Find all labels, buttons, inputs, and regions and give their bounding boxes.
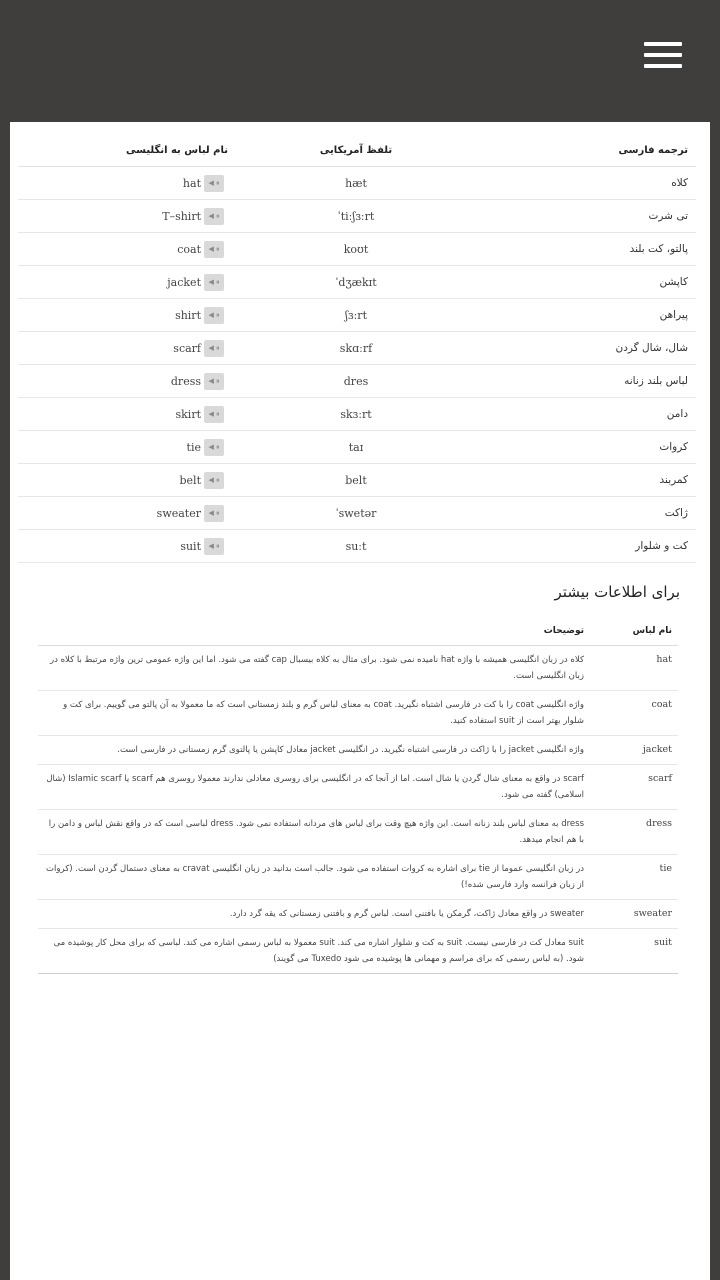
persian-translation: کت و شلوار <box>476 530 696 563</box>
header-clothing-name: نام لباس <box>590 617 678 646</box>
english-word: suit <box>180 539 201 553</box>
vocab-row <box>18 233 696 266</box>
vocab-row <box>18 464 696 497</box>
pronunciation: suːt <box>236 530 476 563</box>
pronunciation: taɪ <box>236 431 476 464</box>
audio-player-icon[interactable]: ◀ ⏸ <box>204 307 224 324</box>
notes-row <box>38 810 678 855</box>
header-persian: ترجمه فارسی <box>476 134 696 167</box>
english-word-wrap <box>26 538 228 555</box>
clothing-description: scarf در واقع به معنای شال گردن یا شال است. اما از آنجا که در انگلیسی برای روسری معادلی ندارند معمولا روسری هم scarf یا Islamic scarf (شال اسلامی) گفته می شود. <box>38 765 590 810</box>
notes-row <box>38 929 678 974</box>
english-word: scarf <box>173 341 201 355</box>
english-word-cell <box>18 200 236 233</box>
vocab-row <box>18 266 696 299</box>
clothing-name: suit <box>590 929 678 974</box>
notes-row <box>38 765 678 810</box>
audio-player-icon[interactable]: ◀ ⏸ <box>204 175 224 192</box>
clothing-name: jacket <box>590 736 678 765</box>
english-word: dress <box>170 374 201 388</box>
english-word: jacket <box>167 275 201 289</box>
clothing-description: در زبان انگلیسی عموما از tie برای اشاره به کروات استفاده می شود. جالب است بدانید در زبان انگلیسی cravat به معنای دستمال گردن است. (کروات از زبان فرانسه وارد فارسی شده!) <box>38 855 590 900</box>
vocab-table <box>18 134 696 563</box>
vocab-header-row <box>18 134 696 167</box>
audio-player-icon[interactable]: ◀ ⏸ <box>204 472 224 489</box>
english-word: tie <box>186 440 201 454</box>
pronunciation: ʃɜːrt <box>236 299 476 332</box>
english-word-cell <box>18 299 236 332</box>
english-word: skirt <box>175 407 201 421</box>
english-word-wrap <box>26 505 228 522</box>
english-word-wrap <box>26 439 228 456</box>
audio-player-icon[interactable]: ◀ ⏸ <box>204 505 224 522</box>
audio-player-icon[interactable]: ◀ ⏸ <box>204 274 224 291</box>
pronunciation: ˈswetər <box>236 497 476 530</box>
vocab-row <box>18 365 696 398</box>
vocab-row <box>18 530 696 563</box>
clothing-name: coat <box>590 691 678 736</box>
clothing-name: scarf <box>590 765 678 810</box>
english-word-cell <box>18 332 236 365</box>
audio-player-icon[interactable]: ◀ ⏸ <box>204 340 224 357</box>
pronunciation: ˈtiːʃɜːrt <box>236 200 476 233</box>
english-word-cell <box>18 497 236 530</box>
english-word-wrap <box>26 241 228 258</box>
english-word-cell <box>18 266 236 299</box>
english-word-cell <box>18 167 236 200</box>
header-description: توضیحات <box>38 617 590 646</box>
notes-table <box>38 617 678 974</box>
notes-header-row <box>38 617 678 646</box>
persian-translation: پالتو، کت بلند <box>476 233 696 266</box>
vocab-row <box>18 299 696 332</box>
vocab-row <box>18 398 696 431</box>
english-word-wrap <box>26 340 228 357</box>
persian-translation: لباس بلند زنانه <box>476 365 696 398</box>
header-english: نام لباس به انگلیسی <box>18 134 236 167</box>
english-word-wrap <box>26 472 228 489</box>
english-word-wrap <box>26 274 228 291</box>
english-word-cell <box>18 464 236 497</box>
clothing-description: dress به معنای لباس بلند زنانه است. این واژه هیچ وقت برای لباس های مردانه استفاده نمی شود. dress لباسی است که در واقع نقش لباس و دامن را با هم انجام میدهد. <box>38 810 590 855</box>
audio-player-icon[interactable]: ◀ ⏸ <box>204 538 224 555</box>
audio-player-icon[interactable]: ◀ ⏸ <box>204 373 224 390</box>
english-word-wrap <box>26 406 228 423</box>
audio-player-icon[interactable]: ◀ ⏸ <box>204 208 224 225</box>
notes-row <box>38 691 678 736</box>
clothing-name: hat <box>590 646 678 691</box>
notes-row <box>38 736 678 765</box>
pronunciation: ˈdʒækɪt <box>236 266 476 299</box>
pronunciation: hæt <box>236 167 476 200</box>
clothing-name: tie <box>590 855 678 900</box>
vocab-row <box>18 167 696 200</box>
persian-translation: دامن <box>476 398 696 431</box>
english-word: shirt <box>175 308 201 322</box>
content-area <box>10 122 710 1280</box>
clothing-description: واژه انگلیسی jacket را با ژاکت در فارسی اشتباه نگیرید. در انگلیسی jacket معادل کاپشن یا پالتوی گرم زمستانی در فارسی است. <box>38 736 590 765</box>
english-word-wrap <box>26 208 228 225</box>
english-word: hat <box>182 176 201 190</box>
persian-translation: کمربند <box>476 464 696 497</box>
hamburger-menu-icon[interactable] <box>644 42 684 70</box>
english-word-cell <box>18 530 236 563</box>
menu-line <box>644 42 682 46</box>
more-info-title: برای اطلاعات بیشتر <box>554 583 680 601</box>
vocab-row <box>18 200 696 233</box>
notes-row <box>38 900 678 929</box>
pronunciation: belt <box>236 464 476 497</box>
notes-row <box>38 855 678 900</box>
clothing-description: suit معادل کت در فارسی نیست. suit به کت و شلوار اشاره می کند. suit معمولا به لباس رسمی اشاره می کند. لباسی که برای محل کار پوشیده می شود. (به لباس رسمی که برای مراسم و مهمانی ها پوشیده می شود Tuxedo می گویند) <box>38 929 590 974</box>
english-word-cell <box>18 431 236 464</box>
persian-translation: شال، شال گردن <box>476 332 696 365</box>
persian-translation: کاپشن <box>476 266 696 299</box>
notes-row <box>38 646 678 691</box>
english-word-wrap <box>26 373 228 390</box>
menu-line <box>644 53 682 57</box>
english-word-cell <box>18 233 236 266</box>
clothing-description: sweater در واقع معادل ژاکت، گرمکن یا بافتنی است. لباس گرم و بافتنی زمستانی که یقه گرد دارد. <box>38 900 590 929</box>
audio-player-icon[interactable]: ◀ ⏸ <box>204 439 224 456</box>
vocab-row <box>18 332 696 365</box>
audio-player-icon[interactable]: ◀ ⏸ <box>204 406 224 423</box>
pronunciation: skɜːrt <box>236 398 476 431</box>
english-word-cell <box>18 398 236 431</box>
audio-player-icon[interactable]: ◀ ⏸ <box>204 241 224 258</box>
persian-translation: کلاه <box>476 167 696 200</box>
pronunciation: koʊt <box>236 233 476 266</box>
menu-line <box>644 64 682 68</box>
english-word: coat <box>177 242 201 256</box>
english-word: T–shirt <box>162 209 201 223</box>
pronunciation: skɑːrf <box>236 332 476 365</box>
clothing-description: کلاه در زبان انگلیسی همیشه با واژه hat نامیده نمی شود. برای مثال به کلاه بیسبال cap گفته می شود. اما این واژه عمومی ترین واژه مرتبط با کلاه در زبان انگلیسی است. <box>38 646 590 691</box>
english-word: belt <box>179 473 201 487</box>
english-word-wrap <box>26 175 228 192</box>
vocab-row <box>18 431 696 464</box>
top-bar <box>0 0 720 122</box>
vocab-row <box>18 497 696 530</box>
pronunciation: dres <box>236 365 476 398</box>
persian-translation: تی شرت <box>476 200 696 233</box>
clothing-description: واژه انگلیسی coat را با کت در فارسی اشتباه نگیرید. coat به معنای لباس گرم و بلند زمستانی است که ما معمولا به آن پالتو می گوییم. برای کت و شلوار بهتر است از suit استفاده کنید. <box>38 691 590 736</box>
persian-translation: پیراهن <box>476 299 696 332</box>
clothing-name: sweater <box>590 900 678 929</box>
header-pronunciation: تلفظ آمریکایی <box>236 134 476 167</box>
english-word-cell <box>18 365 236 398</box>
persian-translation: ژاکت <box>476 497 696 530</box>
persian-translation: کروات <box>476 431 696 464</box>
clothing-name: dress <box>590 810 678 855</box>
english-word: sweater <box>156 506 201 520</box>
english-word-wrap <box>26 307 228 324</box>
